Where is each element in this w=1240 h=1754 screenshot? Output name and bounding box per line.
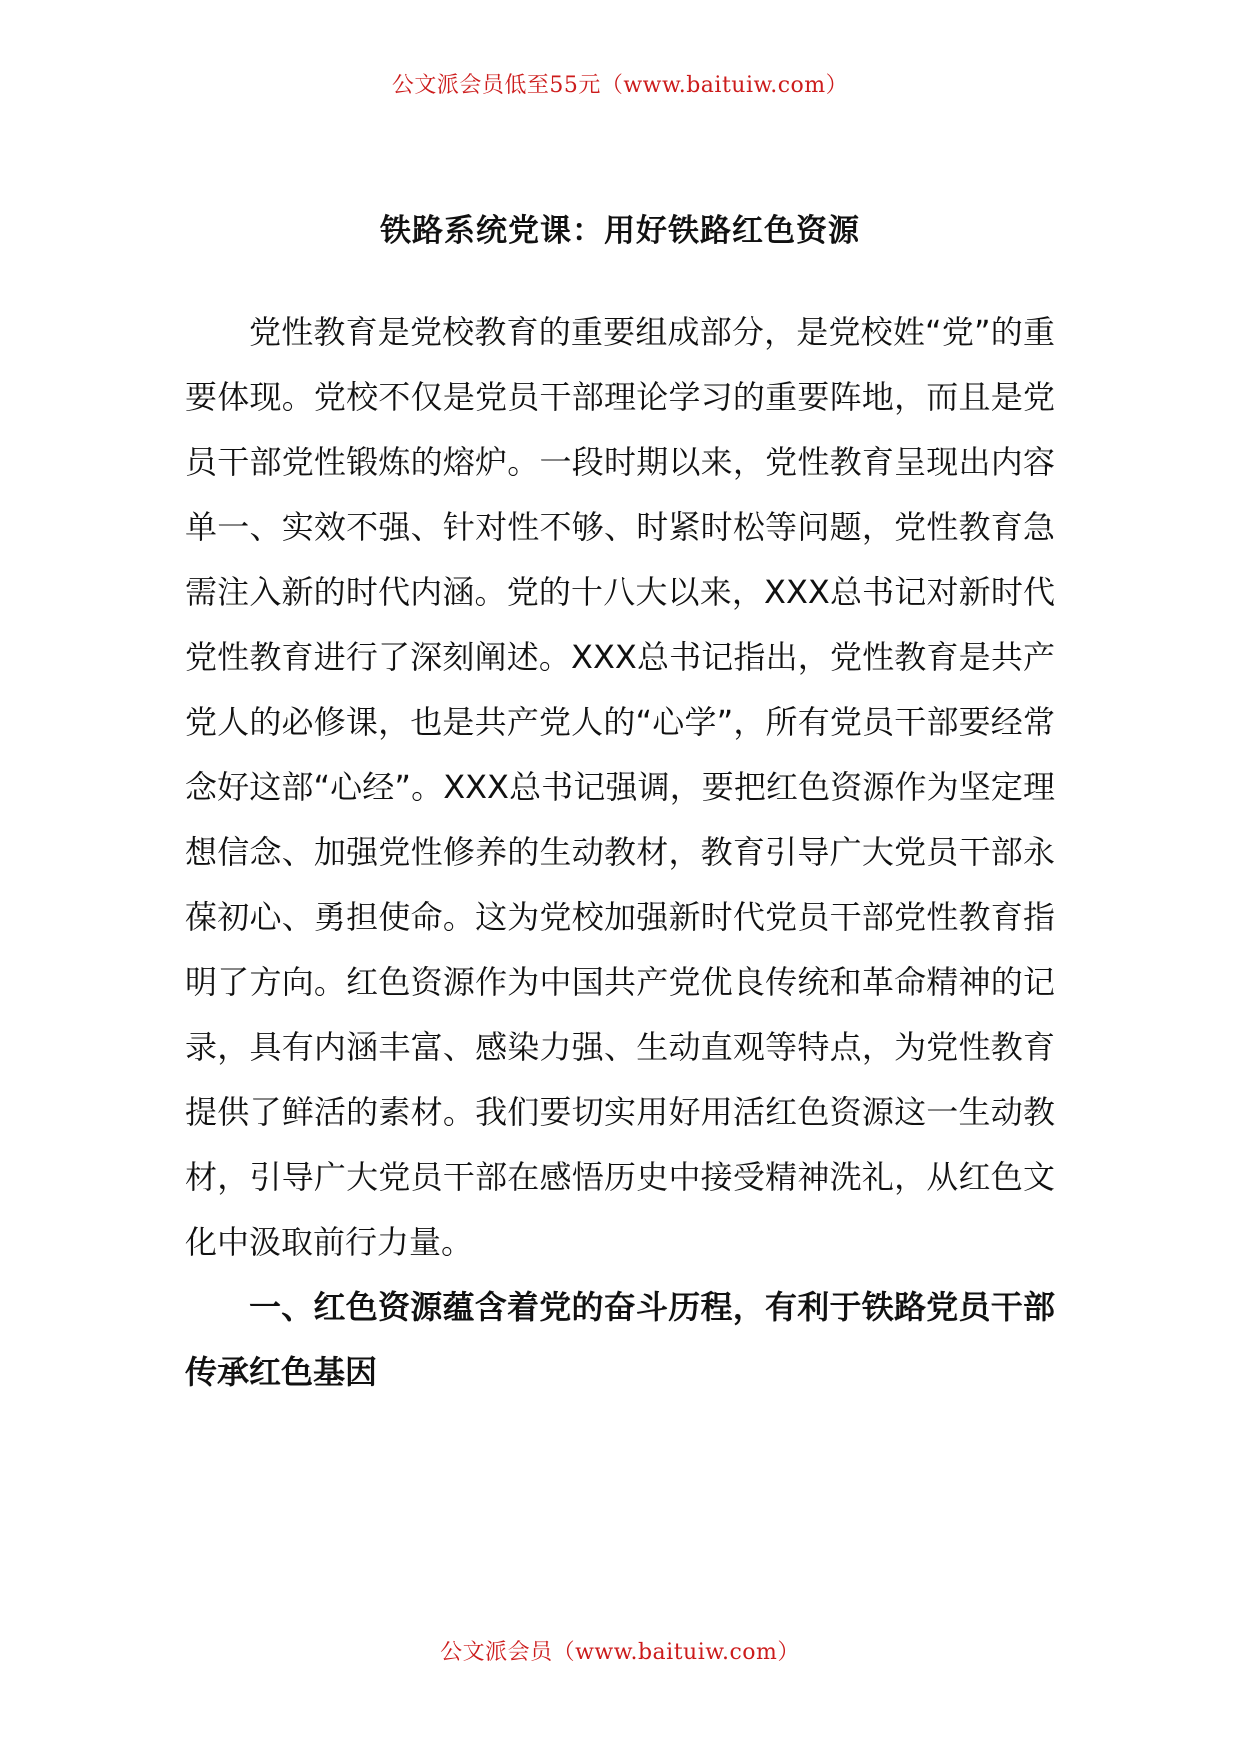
document-title: 铁路系统党课：用好铁路红色资源 (380, 213, 860, 249)
document-body (185, 300, 1055, 1405)
footer-banner[interactable]: 公文派会员（www.baituiw.com） (440, 1640, 800, 1665)
header-banner[interactable]: 公文派会员低至55元（www.baituiw.com） (391, 73, 849, 98)
body-paragraph: 党性教育是党校教育的重要组成部分，是党校姓“党”的重要体现。党校不仅是党员干部理论学习的重要阵地，而且是党员干部党性锻炼的熔炉。一段时期以来，党性教育呈现出内容单一、实效不强、针对性不够、时紧时松等问题，党性教育急需注入新的时代内涵。党的十八大以来，XXX总书记对新时代党性教育进行了深刻阐述。XXX总书记指出，党性教育是共产党人的必修课，也是共产党人的“心学”，所有党员干部要经常念好这部“心经”。XXX总书记强调，要把红色资源作为坚定理想信念、加强党性修养的生动教材，教育引导广大党员干部永葆初心、勇担使命。这为党校加强新时代党员干部党性教育指明了方向。红色资源作为中国共产党优良传统和革命精神的记录，具有内涵丰富、感染力强、生动直观等特点，为党性教育提供了鲜活的素材。我们要切实用好用活红色资源这一生动教材，引导广大党员干部在感悟历史中接受精神洗礼，从红色文化中汲取前行力量。 (185, 313, 1055, 1261)
section-heading: 一、红色资源蕴含着党的奋斗历程，有利于铁路党员干部传承红色基因 (185, 1288, 1055, 1391)
